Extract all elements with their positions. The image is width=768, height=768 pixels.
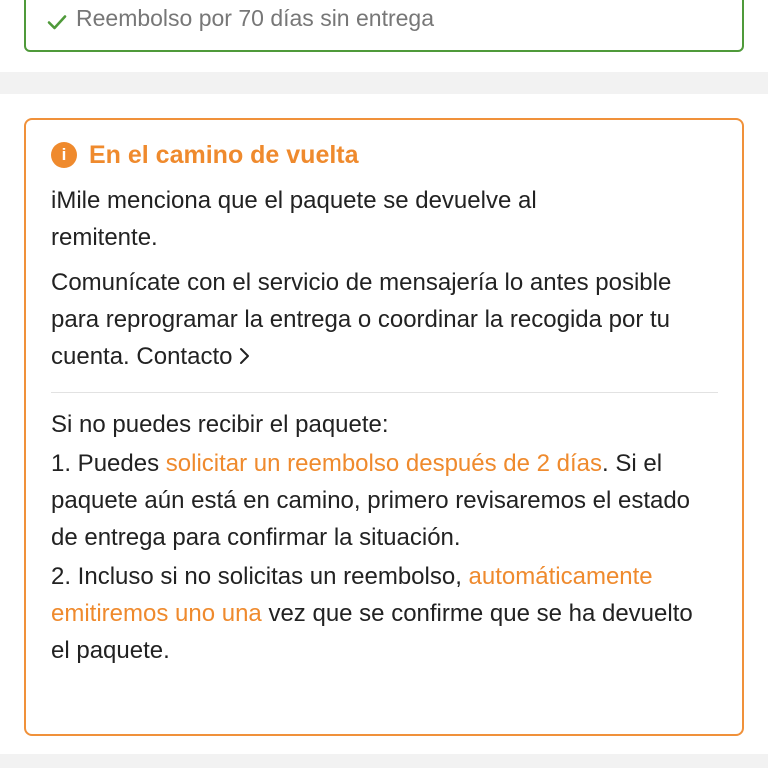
- request-refund-link[interactable]: solicitar un reembolso después de 2 días: [165, 450, 603, 477]
- chevron-right-icon: [238, 339, 250, 357]
- refund-notice-box: [24, 0, 744, 52]
- contact-link-label: Contacto: [136, 343, 233, 370]
- unable-heading: Si no puedes recibir el paquete:: [51, 411, 389, 438]
- courier-instructions: [51, 264, 718, 375]
- card-title: En el camino de vuelta: [89, 140, 359, 169]
- divider: [51, 392, 718, 393]
- instructions-text: Comunícate con el servicio de mensajería lo antes posible para reprogramar la entrega o coordinar la recogida por tu cuenta.: [51, 269, 672, 370]
- contact-link[interactable]: [136, 343, 250, 370]
- return-status-section: [0, 94, 768, 754]
- step1-detail: Si el paquete aún está en camino, primero revisaremos el estado de entrega para confirmar la situación.: [51, 450, 691, 551]
- checkmark-icon: [46, 11, 68, 33]
- refund-notice-section: [0, 0, 768, 72]
- step2-suffix: vez que se confirme que se ha devuelto el paquete.: [51, 600, 693, 664]
- info-icon: i: [51, 142, 77, 168]
- return-status-card: [24, 118, 744, 736]
- step1-prefix: 1. Puedes: [51, 450, 160, 477]
- step-2: [51, 558, 718, 669]
- step-1: [51, 445, 718, 556]
- step2-prefix: 2. Incluso si no solicitas un reembolso,: [51, 563, 462, 590]
- refund-notice-text: Reembolso por 70 días sin entrega: [76, 4, 434, 31]
- return-message-line1: iMile menciona que el paquete se devuelve al: [51, 187, 537, 214]
- step1-suffix: .: [602, 450, 609, 477]
- card-header: [51, 140, 718, 170]
- return-message: [51, 182, 718, 256]
- auto-refund-highlight: automáticamente emitiremos uno una: [51, 563, 653, 627]
- return-message-line2: remitente.: [51, 224, 158, 251]
- bottom-background: [0, 754, 768, 768]
